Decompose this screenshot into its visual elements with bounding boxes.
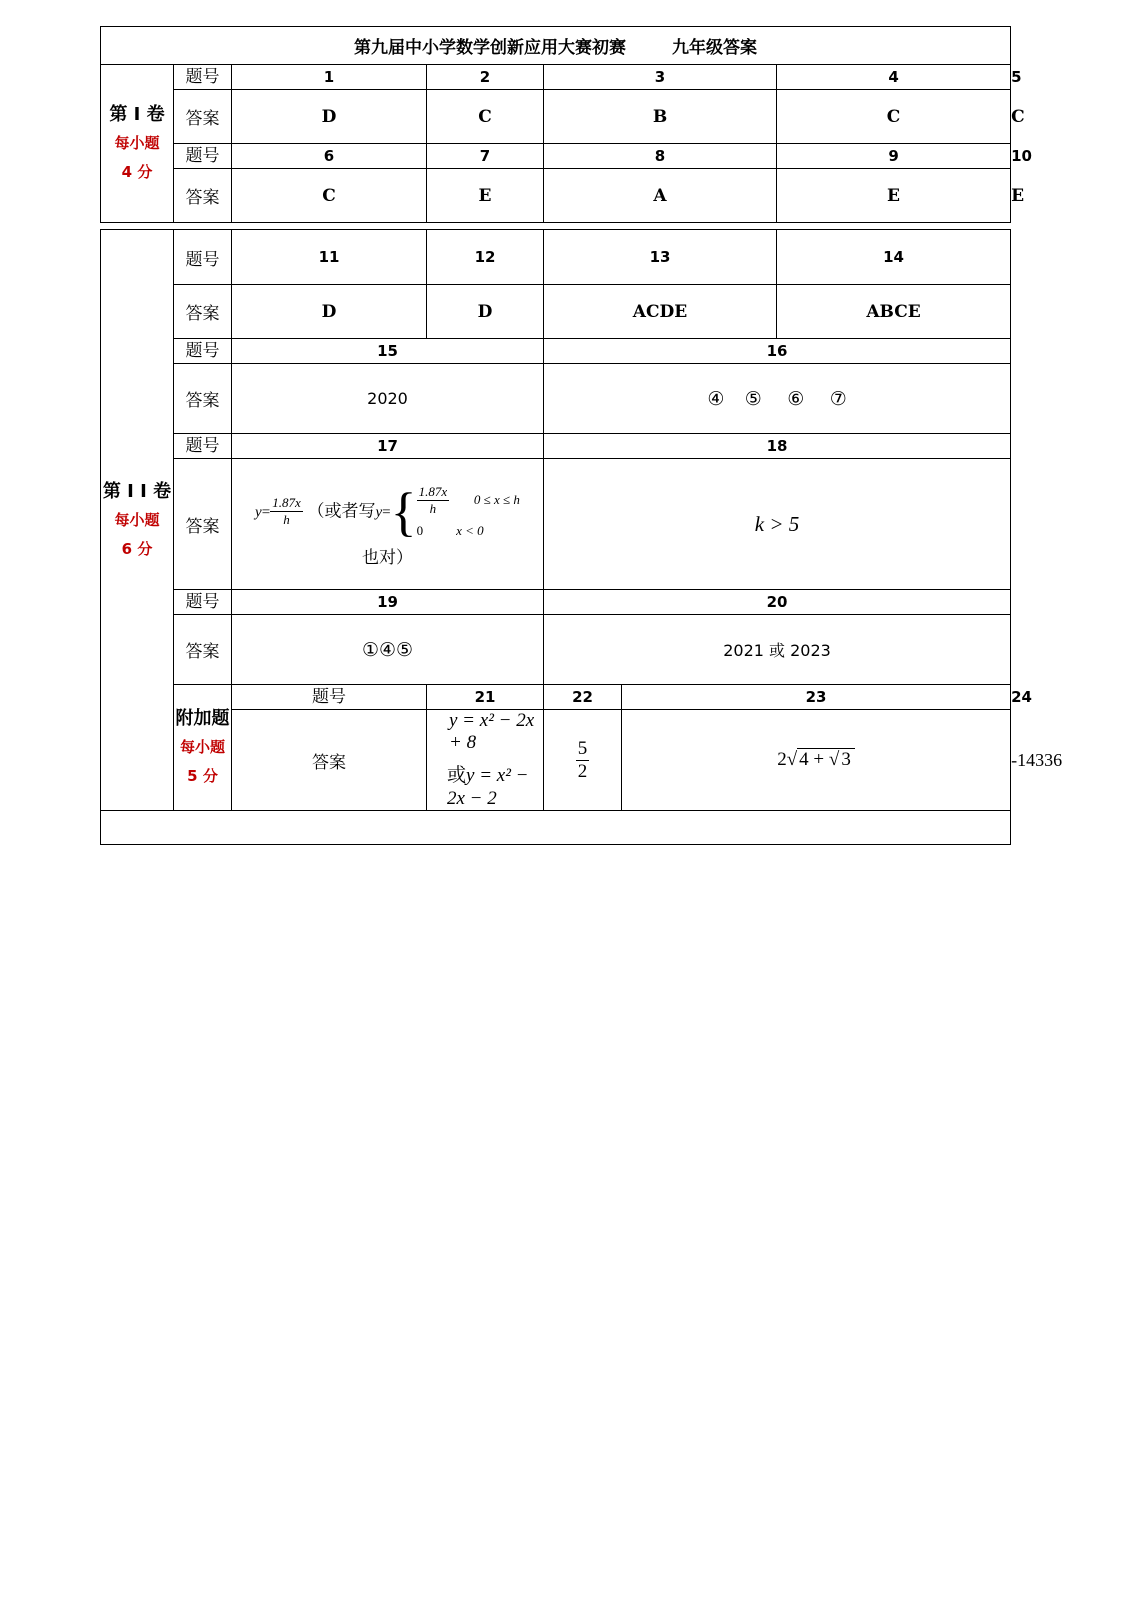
answer-cell: D: [427, 285, 544, 339]
qnum-cell: 4: [777, 65, 1011, 90]
fraction-numerator: 1.87x: [272, 495, 301, 510]
alt-text: （或者写: [307, 501, 376, 520]
part1-points-label: 每小题: [114, 134, 160, 152]
part3-points-label: 每小题: [179, 738, 225, 756]
qnum-cell: 18: [544, 434, 1011, 459]
q22-answer: [544, 710, 622, 811]
part2-points-value: 6 分: [121, 539, 153, 558]
answer-line-2: [447, 760, 543, 810]
part1-points-value: 4 分: [121, 163, 153, 181]
qnum-label: 题号: [174, 144, 232, 169]
fraction: [270, 495, 303, 528]
qnum-cell: 6: [232, 144, 427, 169]
answer-cell: D: [232, 90, 427, 144]
case-condition: 0 ≤ x ≤ h: [473, 492, 520, 507]
radicand-text: 4 +: [799, 749, 829, 770]
alt-text: 也对）: [362, 547, 413, 567]
qnum-cell: 8: [544, 144, 777, 169]
part3-header: [174, 685, 232, 811]
answer-cell: C: [427, 90, 544, 144]
answer-cell: C: [232, 169, 427, 223]
answer-cell: E: [777, 169, 1011, 223]
math-var: y: [375, 504, 383, 520]
fraction-numerator: 1.87x: [418, 484, 448, 499]
q17-answer: [232, 459, 544, 590]
qnum-label: 题号: [232, 685, 427, 710]
math-var: y: [255, 504, 262, 520]
answer-item: ④: [707, 387, 725, 410]
part2-points-label: 每小题: [114, 510, 160, 529]
qnum-cell: 2: [427, 65, 544, 90]
answer-cell: ①④⑤: [232, 615, 544, 685]
title-main: 第九届中小学数学创新应用大赛初赛: [354, 38, 627, 58]
part1-header: [101, 65, 174, 223]
qnum-cell: 19: [232, 590, 544, 615]
answer-cell: E: [427, 169, 544, 223]
part3-points-value: 5 分: [187, 767, 218, 785]
answer-item: ⑥: [787, 387, 805, 410]
radicand: [797, 748, 855, 770]
answer-label: 答案: [174, 285, 232, 339]
qnum-cell: 15: [232, 339, 544, 364]
answer-label: 答案: [174, 90, 232, 144]
qnum-cell: 20: [544, 590, 1011, 615]
answer-prefix: 或: [447, 765, 467, 786]
fraction-denominator: h: [429, 501, 437, 516]
answer-cell: ABCE: [777, 285, 1011, 339]
fraction-denominator: h: [283, 512, 290, 527]
case-1: [417, 484, 520, 517]
answer-cell: ACDE: [544, 285, 777, 339]
fraction-numerator: 5: [577, 737, 588, 759]
brace: {: [390, 481, 417, 542]
part2-name: 第 I I 卷: [102, 480, 172, 502]
answer-cell: A: [544, 169, 777, 223]
answer-label: 答案: [174, 169, 232, 223]
qnum-cell: 12: [427, 230, 544, 285]
qnum-cell: 3: [544, 65, 777, 90]
q23-answer: [622, 710, 1011, 811]
fraction-denominator: 2: [577, 760, 588, 782]
math-eq: =: [382, 504, 391, 520]
answer-line: y = x² − 2x − 2: [447, 765, 529, 809]
answer-cell: k > 5: [544, 459, 1011, 590]
answer-cell: C: [777, 90, 1011, 144]
qnum-cell: 21: [427, 685, 544, 710]
answer-label: 答案: [232, 710, 427, 811]
answer-label: 答案: [174, 364, 232, 434]
qnum-cell: 16: [544, 339, 1011, 364]
qnum-cell: 11: [232, 230, 427, 285]
qnum-label: 题号: [174, 65, 232, 90]
qnum-label: 题号: [174, 339, 232, 364]
answer-table: 第九届中小学数学创新应用大赛初赛 九年级答案 第 I 卷 每小题 4 分 题号 1 2 3 4 5 答案 D C B C C 题号 6 7 8 9 10 答案 C E A E E 第 I I 卷 每小题 6 分 题号 11 12 13 14 答案 D D ACDE ABCE 题号 15 16 答案 2020 ④ ⑤ ⑥ ⑦ 题号 17 18 答案 y= $\frac{1.87x}{h}$ （或者写y={ $\frac{1.87x}{h}$ 0 ≤ x ≤ h 0 x < 0 也对） k > 5 题号 19 20 答案 ①④⑤ 2021 或 2023 附加题 每小题 5 分 题号 21 22 23 24 答案 y = x² − 2x + 8 或y = x² − 2x − 2 $\frac{5}{2}$ 2√ 4 + √ 3 -14336: [100, 26, 1011, 845]
answer-cell: 2020: [232, 364, 544, 434]
title-grade: 九年级答案: [672, 38, 758, 58]
qnum-cell: 9: [777, 144, 1011, 169]
fraction: [576, 738, 590, 783]
section-divider: [101, 223, 1011, 230]
case-condition: x < 0: [456, 523, 484, 538]
answer-label: 答案: [174, 459, 232, 590]
answer-line: y = x² − 2x + 8: [449, 710, 535, 753]
qnum-cell: 14: [777, 230, 1011, 285]
answer-item: ⑤: [744, 387, 762, 410]
qnum-cell: 7: [427, 144, 544, 169]
fraction: [417, 484, 450, 517]
case-value: 0: [416, 523, 424, 538]
radical-icon: √: [786, 749, 798, 770]
answer-cell: D: [232, 285, 427, 339]
part2-header: [101, 230, 174, 811]
qnum-label: 题号: [174, 230, 232, 285]
qnum-label: 题号: [174, 434, 232, 459]
part3-name: 附加题: [175, 708, 230, 729]
qnum-cell: 1: [232, 65, 427, 90]
qnum-cell: 22: [544, 685, 622, 710]
answer-item: ⑦: [829, 387, 847, 410]
page-title: [101, 27, 1011, 65]
qnum-cell: 13: [544, 230, 777, 285]
footer-row: [101, 811, 1011, 845]
answer-sheet: [100, 26, 1063, 845]
qnum-cell: 23: [622, 685, 1011, 710]
coefficient: 2: [777, 749, 787, 770]
answer-cell: B: [544, 90, 777, 144]
case-2: [417, 523, 520, 539]
math-eq: =: [261, 504, 271, 520]
part1-name: 第 I 卷: [109, 104, 165, 125]
inner-radicand: 3: [841, 749, 851, 770]
answer-label: 答案: [174, 615, 232, 685]
q21-answer: [427, 710, 544, 811]
answer-cell: 2021 或 2023: [544, 615, 1011, 685]
answer-cell: [544, 364, 1011, 434]
piecewise-cases: [417, 484, 520, 539]
radical-icon: √: [828, 749, 840, 770]
qnum-label: 题号: [174, 590, 232, 615]
qnum-cell: 17: [232, 434, 544, 459]
